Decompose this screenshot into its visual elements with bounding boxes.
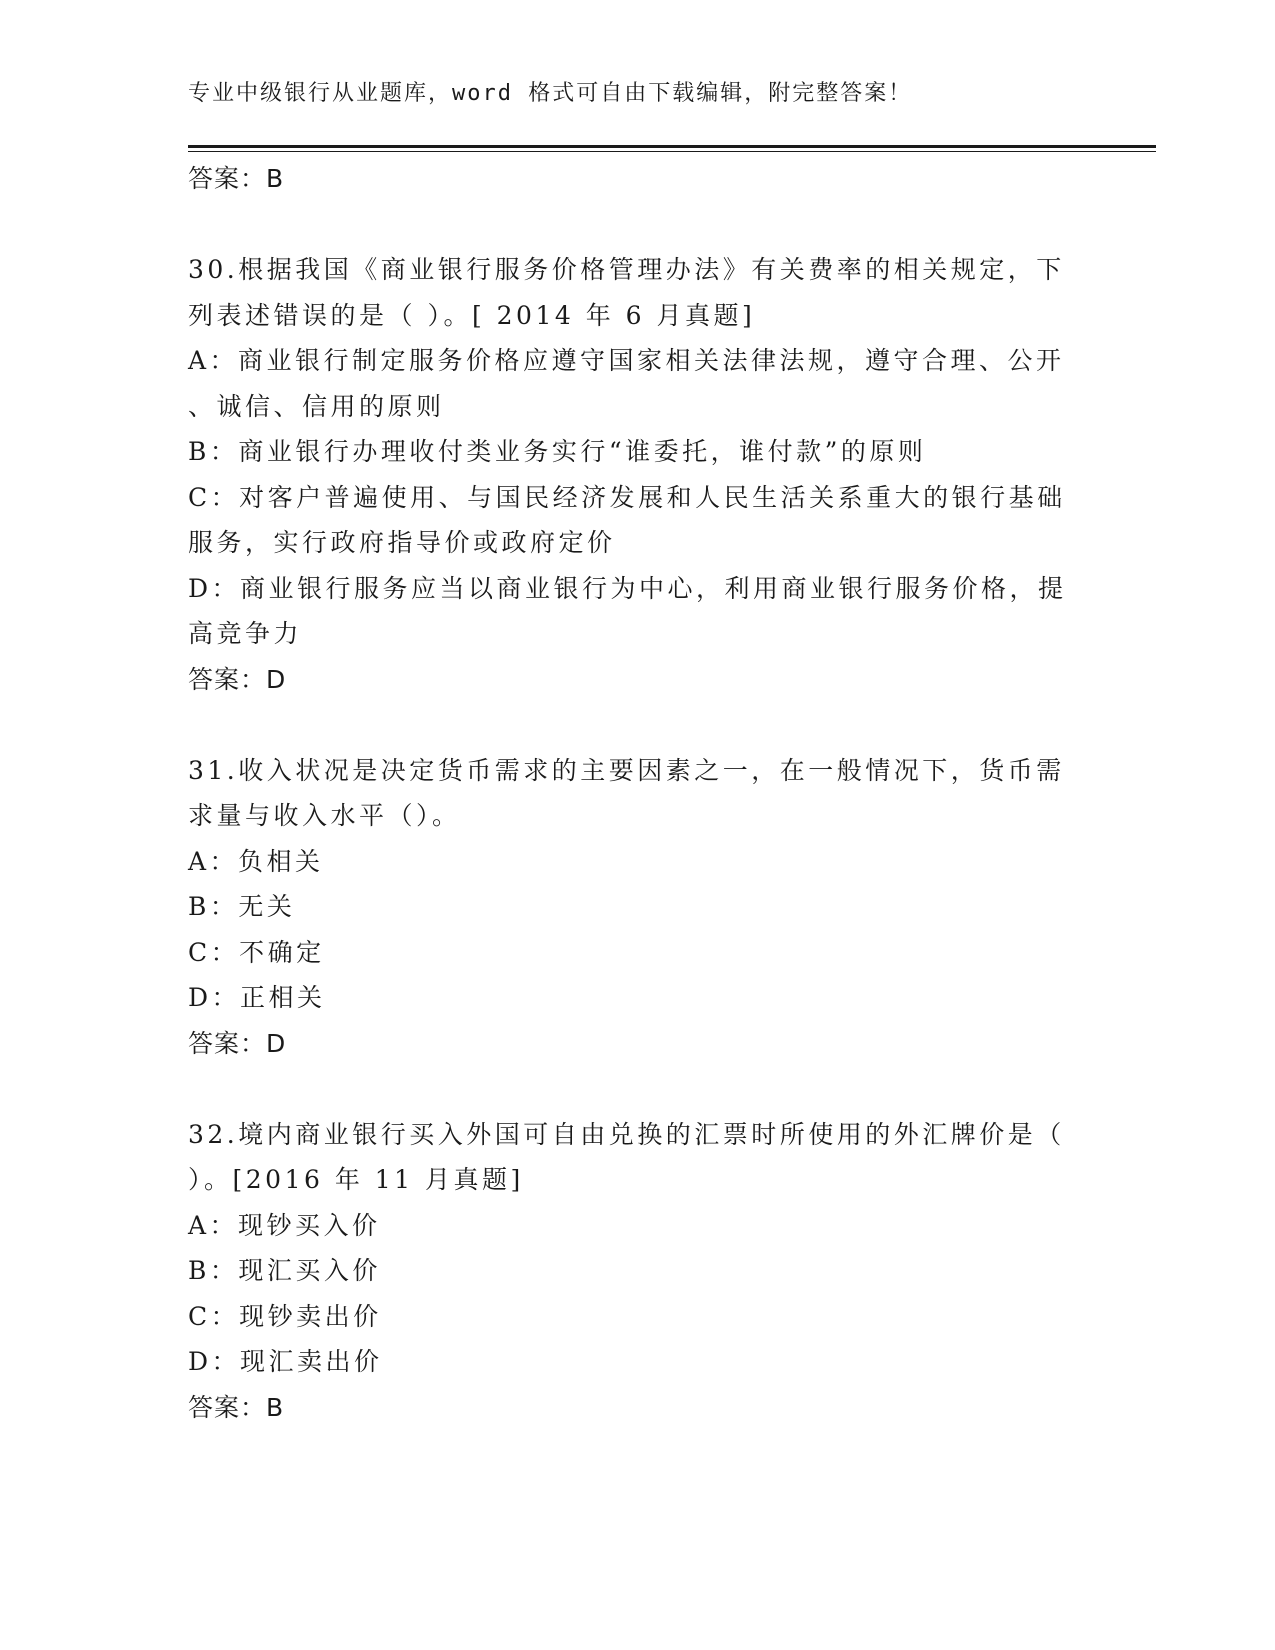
option-line: 高竞争力 — [188, 619, 303, 648]
question-answer: 答案：B — [188, 1392, 285, 1422]
question-stem-line: 列表述错误的是（ ）。[ 2014 年 6 月真题] — [188, 300, 756, 330]
spacer — [188, 1066, 1088, 1112]
question-31 — [188, 748, 1088, 1067]
option-line: D：正相关 — [188, 983, 326, 1012]
option-line: D：现汇卖出价 — [188, 1347, 383, 1376]
option-line: 、诚信、信用的原则 — [188, 391, 445, 421]
question-stem-line: 30.根据我国《商业银行服务价格管理办法》有关费率的相关规定，下 — [188, 255, 1065, 284]
question-32 — [188, 1112, 1088, 1431]
previous-answer: 答案：B — [188, 164, 285, 193]
question-answer: 答案：D — [188, 664, 287, 694]
option-line: B：无关 — [188, 892, 296, 921]
question-stem-line: 32.境内商业银行买入外国可自由兑换的汇票时所使用的外汇牌价是（ — [188, 1119, 1065, 1149]
option-line: 服务，实行政府指导价或政府定价 — [188, 528, 616, 557]
question-stem-line: 求量与收入水平（）。 — [188, 801, 461, 830]
spacer — [188, 702, 1088, 748]
question-stem-line: ）。[2016 年 11 月真题] — [188, 1165, 524, 1194]
question-answer: 答案：D — [188, 1028, 287, 1058]
spacer — [188, 202, 1088, 248]
option-line: C：现钞卖出价 — [188, 1301, 382, 1331]
option-line: B：商业银行办理收付类业务实行“谁委托，谁付款”的原则 — [188, 437, 927, 466]
document-body — [188, 156, 1088, 1430]
option-line: D：商业银行服务应当以商业银行为中心，利用商业银行服务价格，提 — [188, 573, 1067, 603]
page-header-text: 专业中级银行从业题库，word 格式可自由下载编辑，附完整答案！ — [188, 81, 913, 106]
option-line: A：负相关 — [188, 846, 324, 876]
question-30 — [188, 247, 1088, 702]
option-line: A：现钞买入价 — [188, 1210, 381, 1240]
question-stem-line: 31.收入状况是决定货币需求的主要因素之一，在一般情况下，货币需 — [188, 755, 1065, 785]
option-line: B：现汇买入价 — [188, 1256, 381, 1285]
option-line: C：对客户普遍使用、与国民经济发展和人民生活关系重大的银行基础 — [188, 482, 1066, 512]
option-line: C：不确定 — [188, 937, 325, 967]
header-rule-thick — [188, 145, 1156, 148]
option-line: A：商业银行制定服务价格应遵守国家相关法律法规，遵守合理、公开 — [188, 346, 1065, 375]
header-rule-thin — [188, 151, 1156, 152]
